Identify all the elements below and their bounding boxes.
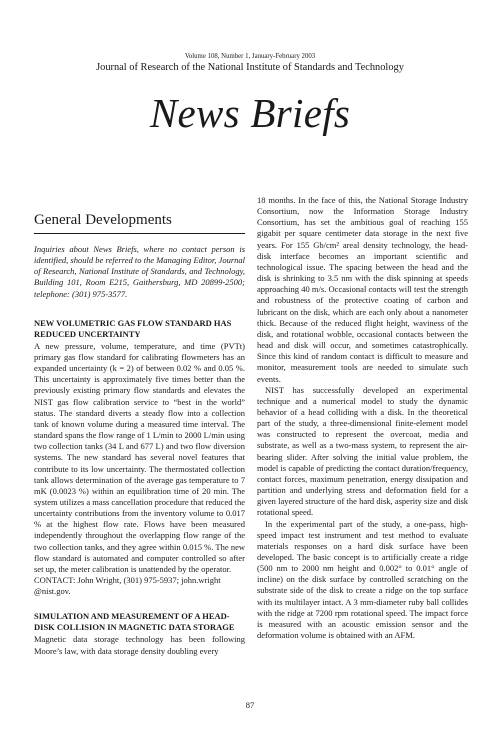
left-column xyxy=(34,195,245,657)
journal-header xyxy=(0,52,500,74)
article-paragraph: Magnetic data storage technology has been following Moore’s law, with data storage density doubling every xyxy=(34,634,245,656)
article-paragraph: A new pressure, volume, temperature, and time (PVTt) primary gas flow standard for calibrating flowmeters has an expanded uncertainty (k = 2) of between 0.02 % and 0.05 %. This uncertainty is approximately five times better than the previously existing primary flow standards and elevates the NIST gas flow calibration service to “best in the world” status. The standard diverts a steady flow into a collection tank of known volume during a measured time interval. The standard spans the flow range of 1 L/min to 2000 L/min using two collection tanks (34 L and 677 L) and two flow diversion systems. The new standard has several novel features that contribute to its low uncertainty. The thermostated collection tank allows determination of the average gas temperature to 7 mK (0.0023 %) within an equilibration time of 20 min. The system utilizes a mass cancellation procedure that reduced the uncertainty contributions from the inventory volume to 0.017 % at the highest flow rate. Flows have been measured independently throughout the overlapping flow range of the two collection tanks, and they agree within 0.015 %. The new flow standard is automated and computer controlled so after set up, the meter calibration is unattended by the operator. xyxy=(34,340,246,574)
article-heading-gas-flow: NEW VOLUMETRIC GAS FLOW STANDARD HAS REDUCED UNCERTAINTY xyxy=(34,317,232,339)
inquiry-note: Inquiries about News Briefs, where no contact person is identified, should be referred to the Managing Editor, Journal of Research, National Institute of Standards, and Technology, Building 101, Room E215, Gaithersburg, MD 20899-2500; telephone: (301) 975-3577. xyxy=(34,244,245,299)
article-contact: CONTACT: John Wright, (301) 975-5937; john.wright @nist.gov. xyxy=(34,575,221,597)
section-heading: General Developments xyxy=(34,211,245,234)
article-paragraph: In the experimental part of the study, a one-pass, high-speed impact test instrument and test method to evaluate materials responses on a hard disk surface have been developed. The basic concept is to artificially create a ridge (500 nm to 2000 nm height and 0.002° to 0.01° angle of incline) on the disk surface by controlled scratching on the substrate side of the disk to create a ridge on the top surface with its multilayer intact. A 3 mm-diameter ruby ball collides with the ridge at 7200 rpm rotational speed. The impact force is measured with an acoustic emission sensor and the deformation volume is obtained with an AFM. xyxy=(257,518,468,641)
article-paragraph: NIST has successfully developed an experimental technique and a numerical model to study the dynamic behavior of a head colliding with a disk. In the theoretical part of the study, a three-dimensional finite-element model was constructed to represent the overcoat, media and substrate, as well as a two-mass system, to represent the air-bearing slider. After solving the initial value problem, the model is capable of predicting the contact duration/frequency, contact forces, maximum penetration, energy dissipation and partition and underlying stress and deformation field for a given layered structure of the hard disk, asperity size and disk rotational speed. xyxy=(257,384,468,518)
right-column xyxy=(257,195,468,641)
article-paragraph: 18 months. In the face of this, the National Storage Industry Consortium, now the Information Storage Industry Consortium, has set the ambitious goal of reaching 155 gigabit per square centimeter data storage in the next five years. For 155 Gb/cm² areal density technology, the head-disk interface becomes an important scientific and technological issue. The spacing between the head and the disk is shrinking to 3.5 nm with the disk spinning at speeds approaching 40 m/s. Occasional contacts will test the strength and robustness of the protective coating of carbon and lubricant on the disk, which are each only about a nanometer thick. Because of the reduced flight height, waviness of the disk, and rotational wobble, occasional contacts between the head and disk will occur, and sometimes catastrophically. Since this kind of random contact is difficult to measure and monitor, measurement tools are needed to simulate such events. xyxy=(257,195,468,384)
article-heading-head-disk: SIMULATION AND MEASUREMENT OF A HEAD-DISK COLLISION IN MAGNETIC DATA STORAGE xyxy=(34,611,235,633)
volume-line: Volume 108, Number 1, January-February 2003 xyxy=(184,53,316,60)
page-number: 87 xyxy=(245,700,255,710)
journal-title: Journal of Research of the National Institute of Standards and Technology xyxy=(96,62,404,73)
page-title: News Briefs xyxy=(149,90,351,136)
